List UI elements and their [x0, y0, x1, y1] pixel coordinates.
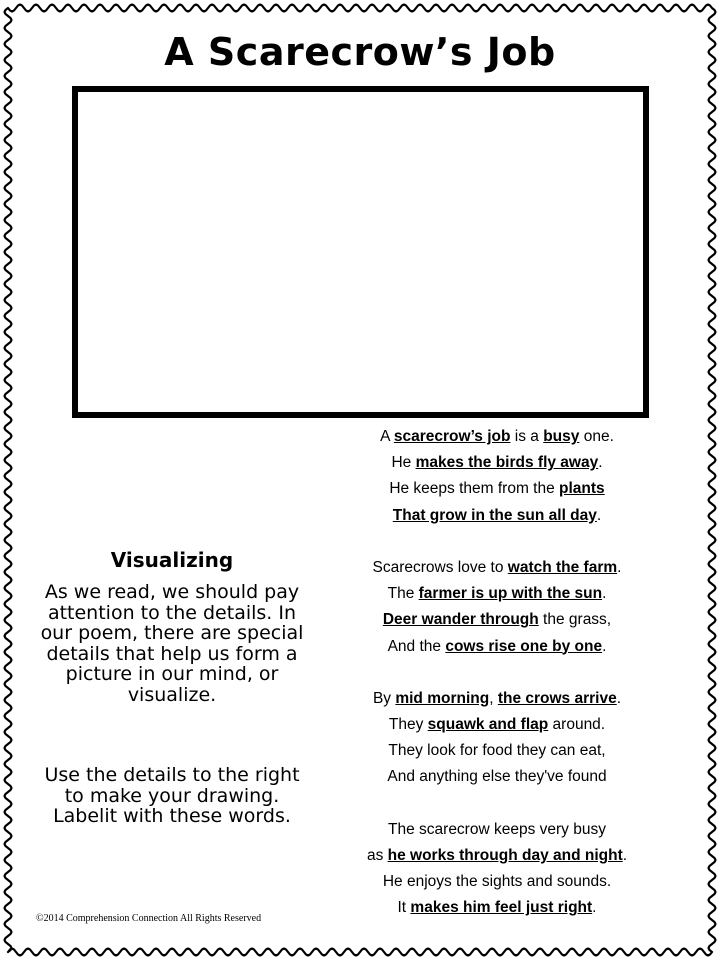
- key-detail-phrase: mid morning: [395, 689, 490, 707]
- poem-text: They: [388, 716, 428, 734]
- visualizing-instructions: As we read, we should pay attention to the details. In our poem, there are special details that help us form a picture in our mind, or visualize.: [40, 581, 304, 706]
- poem-line: [336, 843, 658, 869]
- poem-line: [336, 712, 658, 738]
- poem-line: [336, 503, 658, 529]
- poem-line: [336, 686, 658, 712]
- stanza-gap: [336, 660, 658, 686]
- poem-text: as: [366, 847, 388, 864]
- poem-text: .: [598, 454, 603, 472]
- poem-text: .: [622, 847, 628, 864]
- poem-text: They look for food they can eat,: [388, 742, 606, 760]
- poem-line: [336, 869, 658, 895]
- poem-text: around.: [548, 716, 606, 734]
- poem-text: the grass,: [538, 611, 612, 629]
- key-detail-phrase: farmer is up with the sun: [418, 585, 603, 603]
- poem-line: [336, 764, 658, 790]
- poem-text: And the: [387, 637, 446, 655]
- poem-text: The: [387, 585, 419, 603]
- poem-text: .: [592, 899, 597, 917]
- poem-text: ,: [489, 689, 498, 707]
- poem-text: And anything else they've found: [387, 768, 607, 786]
- poem-text: A: [380, 428, 394, 445]
- key-detail-phrase: squawk and flap: [427, 716, 549, 734]
- poem-line: [336, 607, 658, 633]
- poem-line: [336, 634, 658, 660]
- poem-line: [336, 424, 658, 450]
- poem: [336, 424, 658, 922]
- poem-text: Scarecrows love to: [372, 558, 508, 576]
- key-detail-phrase: the crows arrive: [497, 689, 617, 707]
- poem-text: one.: [579, 428, 614, 445]
- key-detail-phrase: That grow in the sun all day: [392, 506, 597, 524]
- poem-text: .: [596, 506, 602, 524]
- drawing-box[interactable]: [72, 86, 649, 418]
- key-detail-phrase: watch the farm: [507, 558, 618, 576]
- poem-text: He enjoys the sights and sounds.: [382, 873, 612, 891]
- poem-text: is a: [510, 428, 544, 445]
- drawing-instructions: Use the details to the right to make your drawing. Labelit with these words.: [44, 764, 300, 827]
- poem-line: [336, 555, 658, 581]
- poem-line: [336, 581, 658, 607]
- key-detail-phrase: plants: [559, 480, 605, 498]
- poem-text: .: [602, 585, 607, 603]
- key-detail-phrase: Deer wander through: [382, 611, 539, 629]
- page-title: A Scarecrow’s Job: [164, 30, 556, 74]
- poem-line: [336, 738, 658, 764]
- key-detail-phrase: makes him feel just right: [410, 899, 593, 917]
- stanza-gap: [336, 529, 658, 555]
- key-detail-phrase: busy: [543, 428, 580, 445]
- poem-text: .: [602, 637, 607, 655]
- poem-text: It: [397, 899, 411, 917]
- poem-text: The scarecrow keeps very busy: [388, 820, 606, 838]
- poem-text: He keeps them from the: [389, 480, 560, 498]
- poem-text: He: [391, 454, 416, 472]
- poem-line: [336, 450, 658, 476]
- key-detail-phrase: makes the birds fly away: [415, 454, 599, 472]
- key-detail-phrase: scarecrow’s job: [393, 428, 511, 445]
- poem-line: [336, 476, 658, 502]
- visualizing-heading: Visualizing: [110, 548, 234, 572]
- key-detail-phrase: he works through day and night: [387, 847, 623, 864]
- key-detail-phrase: cows rise one by one: [445, 637, 603, 655]
- stanza-gap: [336, 791, 658, 817]
- poem-line: [336, 817, 658, 843]
- copyright-notice: ©2014 Comprehension Connection All Rights Reserved: [36, 913, 262, 924]
- poem-line: [336, 895, 658, 921]
- poem-text: .: [617, 558, 622, 576]
- poem-text: .: [616, 689, 622, 707]
- poem-text: By: [372, 689, 396, 707]
